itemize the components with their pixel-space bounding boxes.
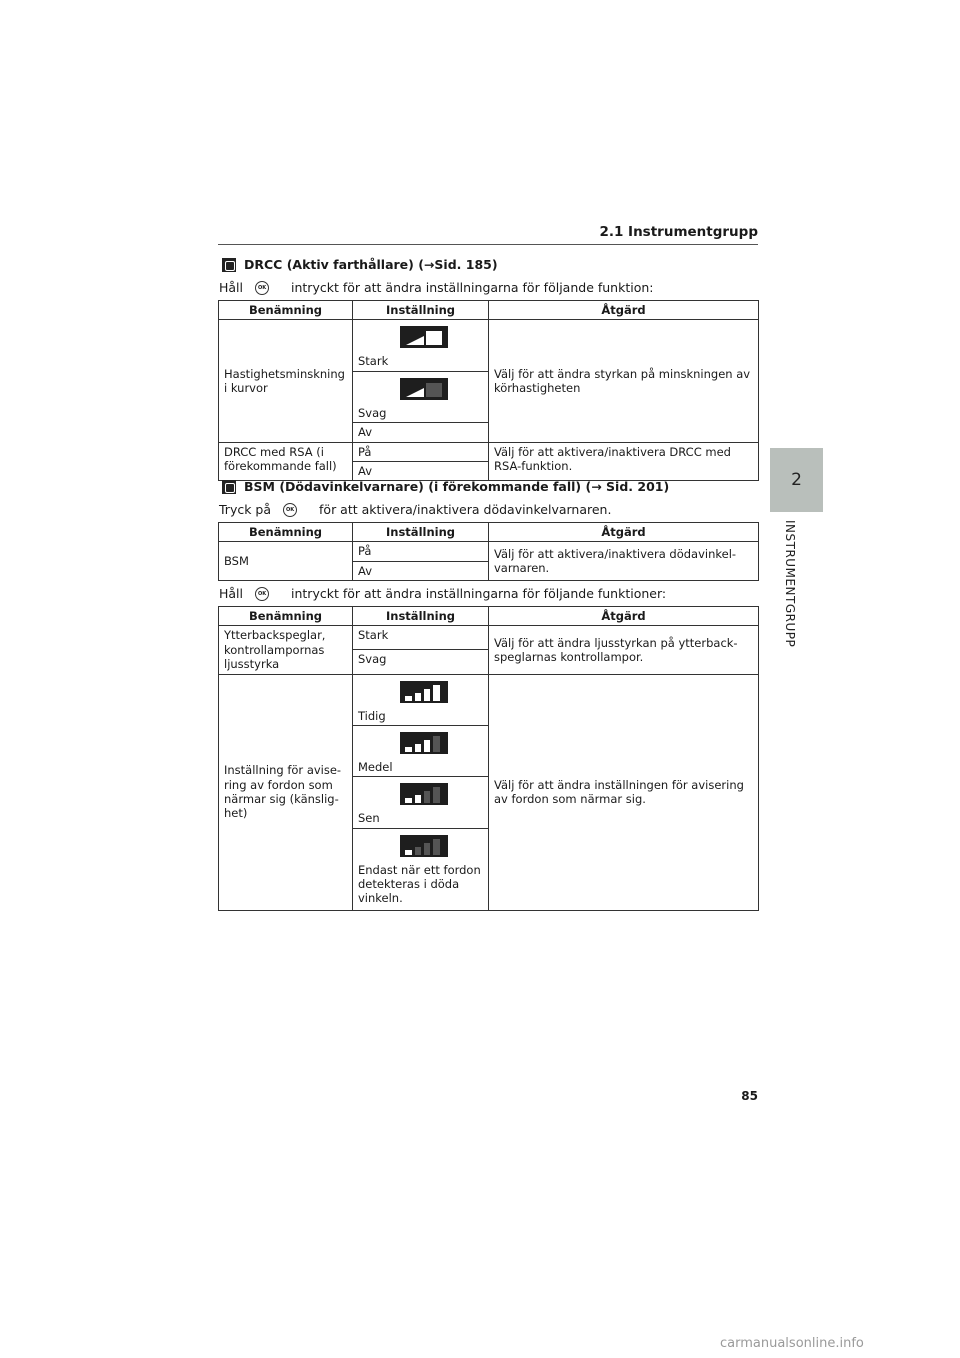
setting-medel: [353, 725, 489, 776]
section-drcc-instruction: [219, 280, 654, 296]
row-name-curve-speed: Hastighetsminskning i kurvor: [219, 320, 353, 442]
col-header-setting: Inställning: [353, 301, 489, 320]
col-header-action: Åtgärd: [489, 301, 759, 320]
setting-av: Av: [353, 461, 489, 480]
instruction-pre: Håll: [219, 280, 244, 295]
bsm-icon: [222, 480, 236, 494]
row-name-bsm: BSM: [219, 542, 353, 581]
setting-svag: Svag: [353, 650, 489, 674]
col-header-name: Benämning: [219, 523, 353, 542]
page-header: 2.1 Instrumentgrupp: [218, 224, 758, 245]
setting-label: Medel: [358, 759, 393, 774]
setting-av: Av: [353, 423, 489, 442]
row-action-mirror-brightness: Välj för att ändra ljusstyrkan på ytterback-speglarnas kontrollampor.: [489, 626, 759, 674]
col-header-setting: Inställning: [353, 523, 489, 542]
row-action-bsm: Välj för att aktivera/inaktivera dödavinkel-varnaren.: [489, 542, 759, 581]
ok-button-icon: OK: [255, 281, 269, 295]
col-header-setting: Inställning: [353, 607, 489, 626]
setting-label: Sen: [358, 811, 380, 826]
section-bsm-title-text: BSM (Dödavinkelvarnare) (i förekommande fall) (→ Sid. 201): [244, 479, 670, 494]
mirror-settings-table: [218, 606, 759, 911]
row-name-approach-sensitivity: Inställning för avise-ring av fordon som närmar sig (känslig-het): [219, 674, 353, 910]
page-number: 85: [741, 1089, 758, 1103]
chapter-number: 2: [791, 470, 802, 490]
setting-label: Endast när ett fordon detekteras i döda vinkeln.: [358, 862, 481, 906]
row-action-drcc-rsa: Välj för att aktivera/inaktivera DRCC med RSA-funktion.: [489, 442, 759, 481]
row-name-drcc-rsa: DRCC med RSA (i förekommande fall): [219, 442, 353, 481]
bsm-settings-table: [218, 522, 759, 581]
setting-label: Stark: [358, 354, 389, 369]
drcc-icon: [222, 258, 236, 272]
gauge-strong-icon: [400, 326, 448, 348]
instruction-post: intryckt för att ändra inställningarna för följande funktioner:: [291, 586, 667, 601]
col-header-action: Åtgärd: [489, 523, 759, 542]
instruction-post: intryckt för att ändra inställningarna för följande funktion:: [291, 280, 654, 295]
gauge-late-icon: [400, 783, 448, 805]
section-bsm-title: [222, 479, 669, 495]
setting-stark: Stark: [353, 626, 489, 650]
row-name-mirror-brightness: Ytterbackspeglar, kontrollampornas ljusstyrka: [219, 626, 353, 674]
setting-stark: [353, 320, 489, 371]
setting-svag: [353, 371, 489, 422]
row-action-curve-speed: Välj för att ändra styrkan på minskningen av körhastigheten: [489, 320, 759, 442]
setting-tidig: [353, 674, 489, 725]
gauge-blindspot-only-icon: [400, 835, 448, 857]
gauge-medium-icon: [400, 732, 448, 754]
chapter-tab: [770, 448, 823, 512]
gauge-weak-icon: [400, 378, 448, 400]
drcc-settings-table: [218, 300, 759, 481]
instruction-pre: Håll: [219, 586, 244, 601]
instruction-post: för att aktivera/inaktivera dödavinkelvarnaren.: [319, 502, 612, 517]
ok-button-icon: OK: [283, 503, 297, 517]
section-bsm-instruction: [219, 502, 611, 518]
section-mirror-instruction: [219, 586, 666, 602]
chapter-label: INSTRUMENTGRUPP: [783, 520, 797, 648]
setting-label: Svag: [358, 405, 387, 420]
row-action-approach-sensitivity: Välj för att ändra inställningen för avisering av fordon som närmar sig.: [489, 674, 759, 910]
instruction-pre: Tryck på: [219, 502, 272, 517]
ok-button-icon: OK: [255, 587, 269, 601]
setting-pa: På: [353, 442, 489, 461]
section-drcc-title: [222, 257, 498, 273]
gauge-early-icon: [400, 681, 448, 703]
footer-watermark: carmanualsonline.info: [720, 1336, 864, 1351]
col-header-name: Benämning: [219, 607, 353, 626]
setting-av: Av: [353, 561, 489, 580]
section-drcc-title-text: DRCC (Aktiv farthållare) (→Sid. 185): [244, 257, 498, 272]
setting-pa: På: [353, 542, 489, 561]
col-header-name: Benämning: [219, 301, 353, 320]
col-header-action: Åtgärd: [489, 607, 759, 626]
setting-endast: [353, 828, 489, 910]
setting-sen: [353, 777, 489, 828]
setting-label: Tidig: [358, 708, 386, 723]
